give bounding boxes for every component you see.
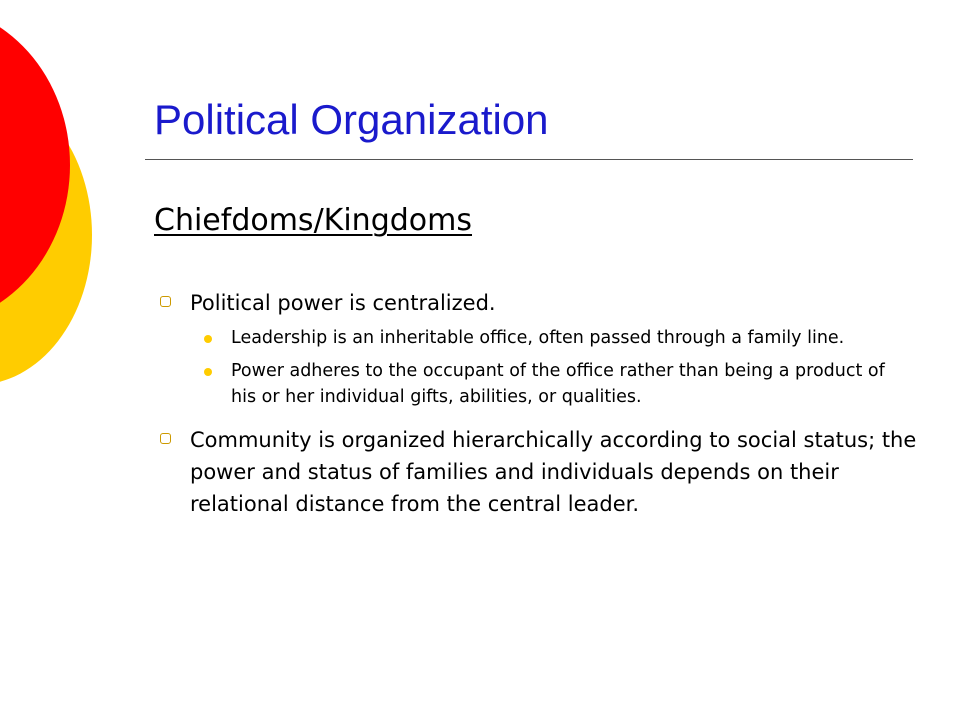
sub-bullet-text: Power adheres to the occupant of the office rather than being a product of his or her individual gifts, abilities, or qualities.	[231, 361, 885, 407]
bullet-text: Political power is centralized.	[190, 291, 496, 315]
bullet-text: Community is organized hierarchically according to social status; the power and status of families and individuals depends on their relational distance from the central leader.	[190, 428, 917, 516]
square-bullet-icon	[160, 433, 171, 444]
slide-content	[160, 287, 920, 520]
bullet-item	[160, 287, 920, 319]
sub-bullet-item	[160, 358, 920, 410]
square-bullet-icon	[160, 296, 171, 307]
title-divider	[145, 159, 913, 160]
dot-bullet-icon	[204, 335, 212, 343]
slide-subtitle: Chiefdoms/Kingdoms	[154, 203, 472, 238]
slide-title: Political Organization	[154, 96, 549, 143]
sub-bullet-list	[160, 325, 920, 410]
sub-bullet-item	[160, 325, 920, 351]
sub-bullet-text: Leadership is an inheritable office, often passed through a family line.	[231, 328, 845, 348]
bullet-item	[160, 424, 920, 520]
dot-bullet-icon	[204, 368, 212, 376]
